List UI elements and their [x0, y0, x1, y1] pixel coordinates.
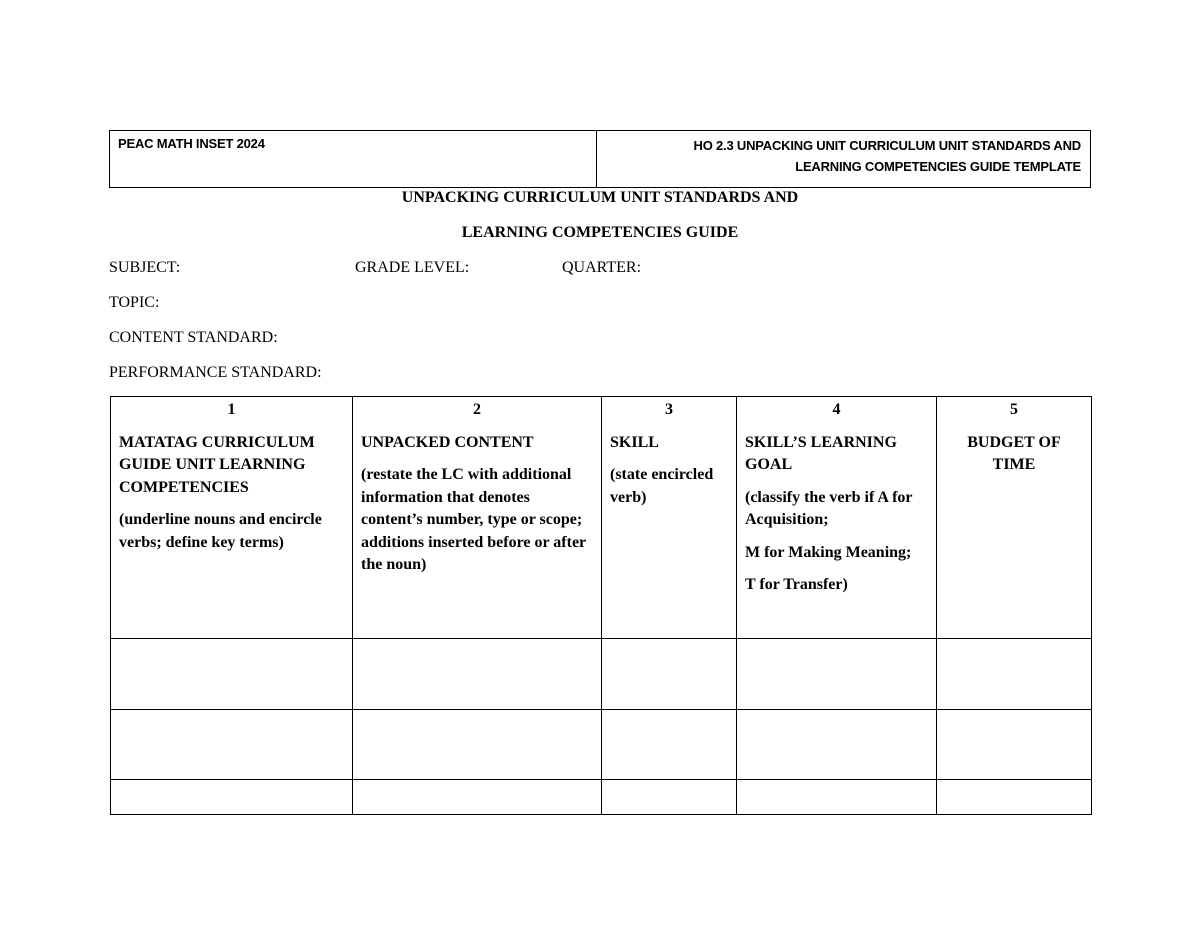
- column-title: MATATAG CURRICULUM GUIDE UNIT LEARNING COMPETENCIES: [119, 433, 315, 496]
- page-title-line1: UNPACKING CURRICULUM UNIT STANDARDS AND: [401, 189, 799, 206]
- table-cell: [353, 639, 602, 710]
- column-note: (underline nouns and encircle verbs; define key terms): [119, 511, 322, 551]
- table-cell: [602, 710, 737, 780]
- table-cell: [353, 780, 602, 815]
- column-note: (classify the verb if A for Acquisition;: [745, 488, 913, 528]
- quarter-label: QUARTER:: [562, 259, 642, 276]
- subject-label: SUBJECT:: [109, 259, 181, 276]
- header-left-cell: PEAC MATH INSET 2024: [110, 131, 597, 187]
- table-cell: [937, 710, 1092, 780]
- column-number: 5: [1010, 401, 1018, 418]
- column-title: SKILL: [610, 433, 659, 451]
- table-row: [111, 639, 1092, 710]
- column-header-3: [602, 397, 737, 639]
- column-number: 3: [665, 401, 673, 418]
- column-header-5: [937, 397, 1092, 639]
- table-cell: [111, 780, 353, 815]
- column-title: UNPACKED CONTENT: [361, 433, 534, 451]
- table-row: [111, 780, 1092, 815]
- table-cell: [737, 710, 937, 780]
- performance-standard-label: PERFORMANCE STANDARD:: [109, 364, 322, 381]
- table-cell: [737, 639, 937, 710]
- table-row: [111, 710, 1092, 780]
- table-cell: [937, 639, 1092, 710]
- column-note: (restate the LC with additional information that denotes content’s number, type or scope; additions inserted before or after the noun): [361, 466, 586, 573]
- table-cell: [111, 639, 353, 710]
- header-right-cell: [597, 131, 1090, 187]
- grade-level-label: GRADE LEVEL:: [355, 259, 470, 276]
- table-cell: [937, 780, 1092, 815]
- table-cell: [602, 639, 737, 710]
- column-header-4: [737, 397, 937, 639]
- table-cell: [737, 780, 937, 815]
- unpacking-table: [110, 396, 1092, 815]
- content-standard-label: CONTENT STANDARD:: [109, 329, 278, 346]
- table-header-row: [111, 397, 1092, 639]
- header-right-line1: HO 2.3 UNPACKING UNIT CURRICULUM UNIT STANDARDS AND: [693, 138, 1081, 153]
- document-header: [109, 130, 1091, 188]
- topic-label: TOPIC:: [109, 294, 160, 311]
- column-note: T for Transfer): [745, 576, 848, 593]
- column-note: (state encircled verb): [610, 466, 714, 506]
- table-cell: [602, 780, 737, 815]
- column-number: 4: [832, 401, 841, 418]
- column-title: BUDGET OF TIME: [967, 433, 1061, 473]
- table-cell: [111, 710, 353, 780]
- column-title: SKILL’S LEARNING GOAL: [745, 433, 897, 473]
- column-header-1: [111, 397, 353, 639]
- column-number: 2: [473, 401, 481, 418]
- column-header-2: [353, 397, 602, 639]
- table-cell: [353, 710, 602, 780]
- header-right-line2: LEARNING COMPETENCIES GUIDE TEMPLATE: [795, 159, 1081, 174]
- page-title-line2: LEARNING COMPETENCIES GUIDE: [461, 224, 739, 241]
- column-number: 1: [227, 401, 236, 418]
- column-note: M for Making Meaning;: [745, 543, 912, 561]
